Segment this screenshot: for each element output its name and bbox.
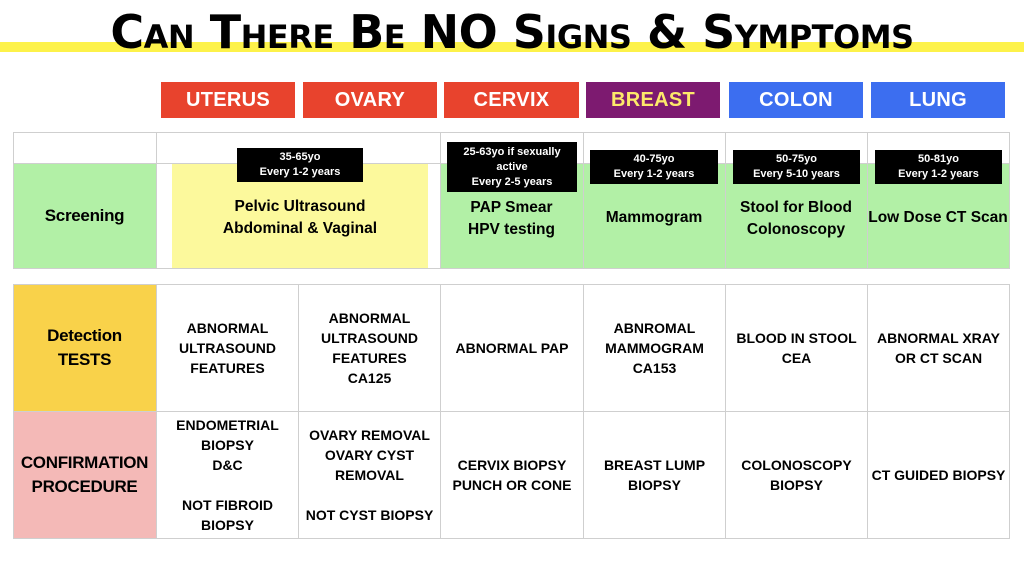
cell-line: ABNORMAL XRAY xyxy=(877,330,1000,346)
colon-test-line2: Colonoscopy xyxy=(746,221,846,238)
cell-line: ENDOMETRIAL xyxy=(176,417,279,433)
confirmation-cell-uterus xyxy=(157,412,298,538)
cell-text xyxy=(872,465,1006,485)
lung-frequency: Every 1-2 years xyxy=(898,168,979,180)
confirmation-cell-breast xyxy=(584,412,725,538)
cell-line: FEATURES xyxy=(332,350,407,366)
grid-line xyxy=(13,132,1010,133)
cell-text xyxy=(179,318,276,378)
cervix-test-line2: HPV testing xyxy=(468,221,555,238)
colon-frequency: Every 5-10 years xyxy=(753,168,840,180)
cell-line: MAMMOGRAM xyxy=(605,340,704,356)
cell-line: CERVIX BIOPSY xyxy=(457,457,567,473)
cell-line xyxy=(306,485,434,505)
colon-schedule-tag xyxy=(733,150,860,184)
breast-frequency: Every 1-2 years xyxy=(613,168,695,180)
cell-line: CEA xyxy=(781,350,812,366)
cell-line xyxy=(157,475,298,495)
cell-line: NOT CYST BIOPSY xyxy=(305,507,434,523)
cell-text xyxy=(157,415,298,535)
header-cervix: CERVIX xyxy=(444,82,579,118)
colon-screening-test xyxy=(725,196,867,242)
header-breast: BREAST xyxy=(586,82,720,118)
detection-cell-ovary xyxy=(299,285,440,411)
confirmation-cell-lung xyxy=(868,412,1009,538)
grid-line xyxy=(13,538,1010,539)
cell-line: OVARY REMOVAL xyxy=(309,427,430,443)
confirmation-cell-ovary xyxy=(299,412,440,538)
detection-label xyxy=(13,284,156,411)
cell-line: BREAST LUMP BIOPSY xyxy=(603,457,706,493)
cell-line: CA125 xyxy=(347,370,392,386)
cell-line: ABNORMAL xyxy=(186,320,269,336)
cell-text xyxy=(584,455,725,495)
uterus-ovary-test-line1: Pelvic Ultrasound xyxy=(234,198,366,215)
detection-cell-uterus xyxy=(157,285,298,411)
cervix-screening-test xyxy=(440,196,583,242)
cervix-frequency: Every 2-5 years xyxy=(471,175,553,188)
lung-age: 50-81yo xyxy=(918,153,959,165)
cell-text xyxy=(736,328,856,368)
cell-line: PUNCH OR CONE xyxy=(452,477,572,493)
grid-line xyxy=(1009,284,1010,539)
detection-cell-cervix xyxy=(441,285,583,411)
cell-line: BLOOD IN STOOL xyxy=(736,330,857,346)
cervix-age-line2: active xyxy=(496,160,528,173)
uterus-ovary-age: 35-65yo xyxy=(279,151,321,163)
cervix-test-line1: PAP Smear xyxy=(470,199,553,216)
cell-line: REMOVAL xyxy=(335,467,404,483)
page-title: Can There Be NO Signs & Symptoms xyxy=(110,5,914,59)
breast-age: 40-75yo xyxy=(633,153,675,165)
grid-line xyxy=(1009,132,1010,269)
cell-line: CT GUIDED BIOPSY xyxy=(871,467,1006,483)
cell-text xyxy=(605,318,704,378)
cell-text xyxy=(455,338,568,358)
cell-text xyxy=(877,328,1000,368)
uterus-ovary-schedule-tag xyxy=(237,148,363,182)
cell-line: BIOPSY xyxy=(201,437,254,453)
cell-line: OVARY CYST xyxy=(324,447,415,463)
confirmation-cell-colon xyxy=(726,412,867,538)
colon-test-line1: Stool for Blood xyxy=(740,199,852,216)
confirmation-label-line1: CONFIRMATION xyxy=(20,452,149,472)
cell-line: BIOPSY xyxy=(770,477,823,493)
detection-cell-colon xyxy=(726,285,867,411)
grid-line xyxy=(156,132,157,269)
cervix-age-line1: 25-63yo if sexually xyxy=(463,145,561,158)
breast-screening-test: Mammogram xyxy=(605,209,703,226)
lung-screening-test: Low Dose CT Scan xyxy=(868,209,1008,226)
cell-line: ULTRASOUND xyxy=(321,330,418,346)
detection-label-line2: TESTS xyxy=(57,349,112,369)
confirmation-label xyxy=(13,411,156,538)
cell-text xyxy=(321,308,418,388)
cell-text xyxy=(306,425,434,525)
detection-label-line1: Detection xyxy=(47,325,122,345)
cell-text xyxy=(452,455,571,495)
uterus-ovary-test-line2: Abdominal & Vaginal xyxy=(222,220,378,237)
cell-line: FEATURES xyxy=(190,360,265,376)
cell-line: ULTRASOUND xyxy=(179,340,276,356)
cell-line: NOT FIBROID BIOPSY xyxy=(182,497,273,533)
detection-cell-breast xyxy=(584,285,725,411)
uterus-ovary-screening-test xyxy=(172,190,428,246)
confirmation-label-line2: PROCEDURE xyxy=(31,476,138,496)
cell-line: ABNORMAL xyxy=(328,310,411,326)
header-uterus: UTERUS xyxy=(161,82,295,118)
cell-line: COLONOSCOPY xyxy=(741,457,852,473)
cervix-schedule-tag xyxy=(447,142,577,192)
detection-cell-lung xyxy=(868,285,1009,411)
header-ovary: OVARY xyxy=(303,82,437,118)
breast-schedule-tag xyxy=(590,150,718,184)
colon-age: 50-75yo xyxy=(776,153,817,165)
screening-label: Screening xyxy=(44,205,125,225)
cell-line: CA153 xyxy=(632,360,677,376)
header-lung: LUNG xyxy=(871,82,1005,118)
cell-line: D&C xyxy=(212,457,243,473)
grid-line xyxy=(583,132,584,269)
confirmation-cell-cervix xyxy=(441,412,583,538)
lung-schedule-tag xyxy=(875,150,1002,184)
header-colon: COLON xyxy=(729,82,863,118)
cell-text xyxy=(741,455,851,495)
grid-line xyxy=(867,132,868,269)
cell-line: ABNROMAL xyxy=(613,320,696,336)
uterus-ovary-frequency: Every 1-2 years xyxy=(259,166,341,178)
grid-line xyxy=(13,268,1010,269)
cell-line: OR CT SCAN xyxy=(894,350,983,366)
cell-line: ABNORMAL PAP xyxy=(455,340,569,356)
